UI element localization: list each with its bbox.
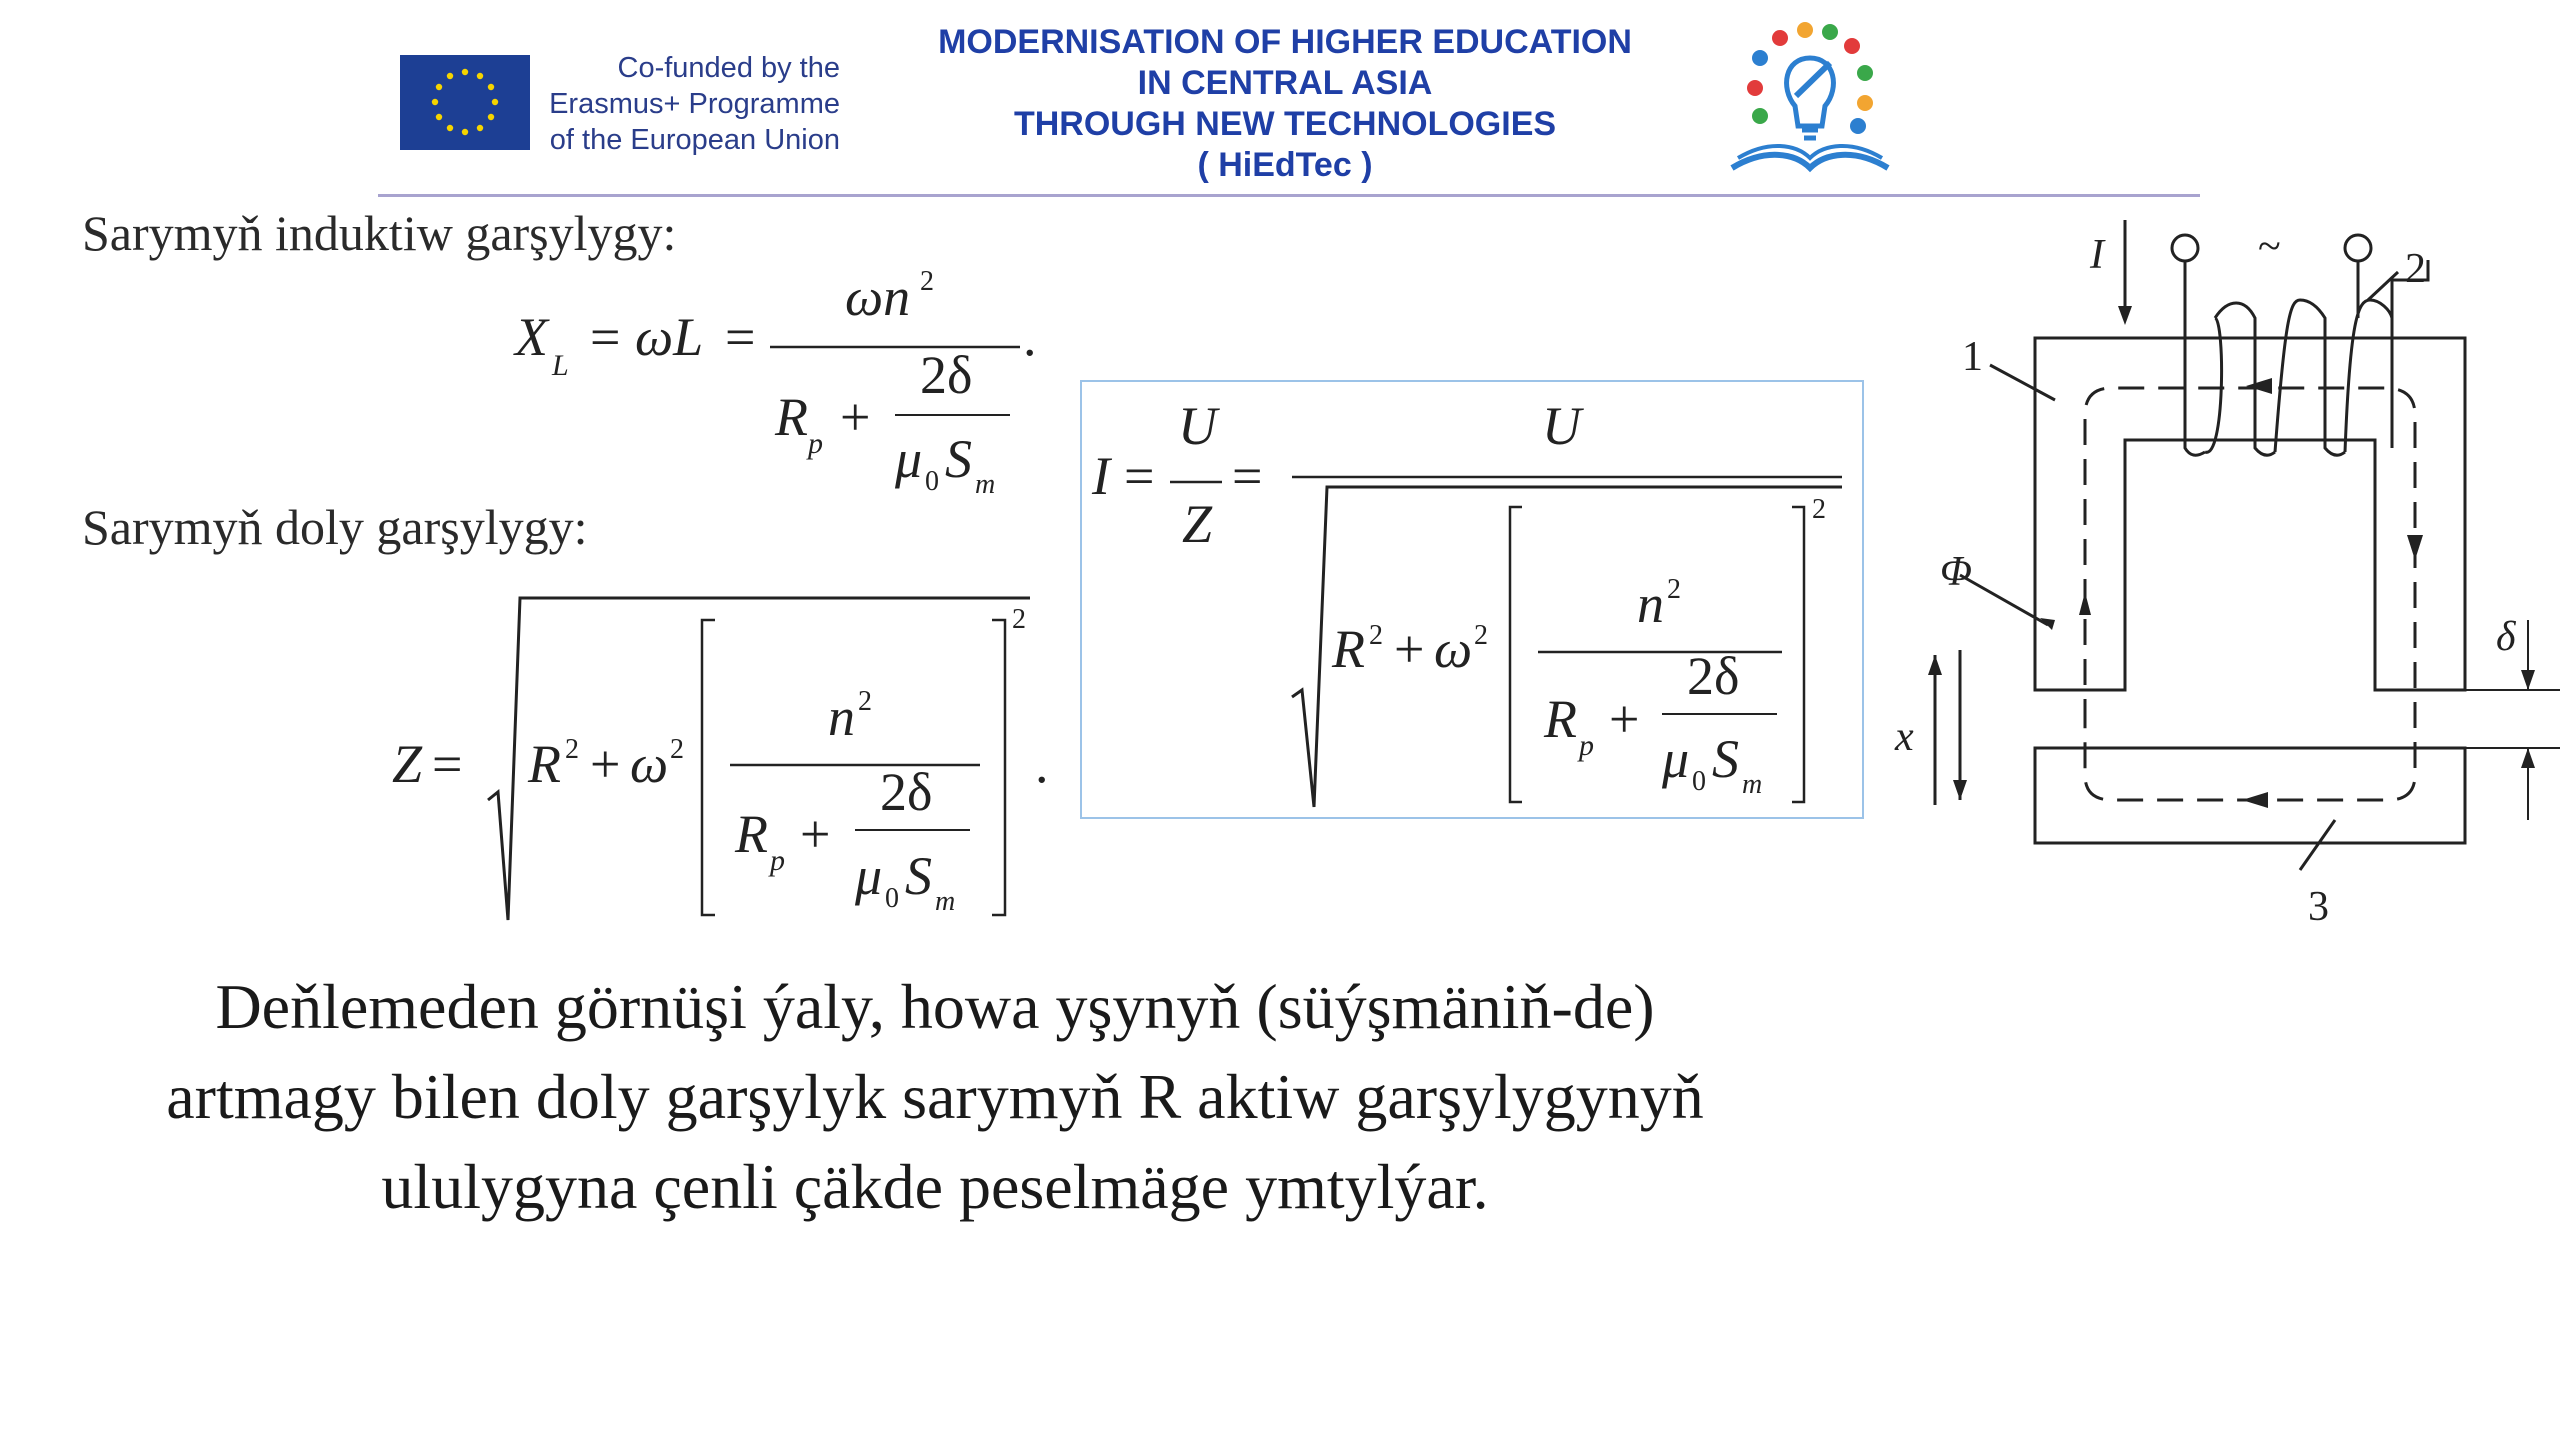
svg-text:I: I [1092, 446, 1110, 506]
svg-text:2: 2 [1667, 574, 1681, 605]
cofunded-line: Co-funded by the [617, 52, 840, 84]
svg-text:μ: μ [855, 846, 883, 906]
svg-text:=: = [1124, 446, 1155, 506]
svg-text:m: m [975, 469, 996, 500]
cofunded-line: Erasmus+ Programme [549, 88, 840, 120]
inductive-reactance-heading: Sarymyň induktiw garşylygy: [82, 205, 677, 261]
svg-text:2: 2 [920, 266, 934, 297]
svg-text:X: X [515, 307, 548, 367]
svg-text:2: 2 [1012, 604, 1026, 635]
svg-text:n: n [828, 687, 855, 747]
svg-text:0: 0 [885, 883, 899, 914]
svg-text:Z: Z [392, 734, 423, 794]
coil-label: 2 [2405, 246, 2426, 292]
conclusion-line: artmagy bilen doly garşylyk sarymyň R aktiw garşylygynyň [166, 1061, 1704, 1132]
svg-text:p: p [808, 427, 823, 460]
svg-text:p: p [770, 844, 785, 877]
svg-text:=: = [725, 307, 756, 367]
svg-text:ωn: ωn [845, 267, 911, 327]
svg-text:2δ: 2δ [880, 762, 933, 822]
svg-text:0: 0 [925, 466, 939, 497]
svg-text:+: + [840, 387, 871, 447]
cofunded-text [540, 50, 840, 158]
svg-text:2δ: 2δ [920, 345, 973, 405]
project-title-line: THROUGH NEW TECHNOLOGIES [1013, 105, 1557, 143]
svg-text:R: R [528, 734, 561, 794]
armature-label: 3 [2308, 884, 2329, 930]
eu-flag-logo [400, 55, 530, 150]
svg-text:+: + [590, 734, 621, 794]
svg-text:=: = [590, 307, 621, 367]
project-title-line: ( HiEdTec ) [1197, 146, 1373, 184]
gap-label: δ [2496, 614, 2516, 660]
electromagnet-diagram [1880, 220, 2560, 940]
conclusion-line: ululygyna çenli çäkde peselmäge ymtylýar. [381, 1151, 1489, 1222]
svg-text:ω: ω [630, 734, 669, 794]
svg-text:R: R [1332, 619, 1365, 679]
conclusion-line: Deňlemeden görnüşi ýaly, howa yşynyň (süýşmäniň-de) [215, 971, 1655, 1042]
ac-symbol: ~ [2258, 224, 2281, 270]
svg-text:+: + [1394, 619, 1425, 679]
svg-text:S: S [1712, 729, 1739, 789]
svg-text:μ: μ [1662, 729, 1690, 789]
svg-text:Z: Z [1182, 494, 1213, 554]
svg-text:U: U [1542, 396, 1581, 456]
svg-text:S: S [945, 429, 972, 489]
svg-text:2: 2 [670, 734, 684, 765]
svg-text:μ: μ [895, 429, 923, 489]
project-title-line: IN CENTRAL ASIA [1137, 64, 1433, 102]
svg-text:p: p [1579, 729, 1594, 762]
svg-text:+: + [800, 804, 831, 864]
inductive-reactance-formula [500, 265, 1060, 505]
svg-text:n: n [1637, 574, 1664, 634]
svg-text:2: 2 [565, 734, 579, 765]
svg-text:S: S [905, 846, 932, 906]
svg-text:L: L [552, 349, 569, 382]
svg-text:.: . [1035, 734, 1049, 794]
svg-text:2δ: 2δ [1687, 646, 1740, 706]
svg-text:U: U [1178, 396, 1217, 456]
book-lightbulb-icon [1720, 18, 1900, 183]
flux-label: Φ [1940, 549, 1972, 595]
hiedtec-logo [1720, 18, 1900, 183]
svg-text:+: + [1609, 689, 1640, 749]
cofunded-line: of the European Union [549, 124, 840, 156]
svg-text:R: R [1544, 689, 1577, 749]
svg-text:=: = [1232, 446, 1263, 506]
svg-text:0: 0 [1692, 766, 1706, 797]
svg-text:2: 2 [1369, 620, 1383, 651]
svg-text:R: R [735, 804, 768, 864]
displacement-label: x [1895, 714, 1914, 760]
svg-text:R: R [775, 387, 808, 447]
project-title [900, 22, 1670, 186]
eu-stars-icon [400, 55, 530, 150]
project-title-line: MODERNISATION OF HIGHER EDUCATION [938, 23, 1632, 61]
header-divider [378, 194, 2200, 197]
core-label: 1 [1962, 334, 1983, 380]
svg-text:2: 2 [858, 686, 872, 717]
impedance-heading: Sarymyň doly garşylygy: [82, 499, 588, 555]
conclusion-paragraph [0, 962, 1870, 1232]
impedance-formula [380, 590, 1060, 930]
svg-text:2: 2 [1474, 620, 1488, 651]
current-label: I [2090, 232, 2104, 278]
svg-text:m: m [935, 886, 956, 917]
svg-text:m: m [1742, 769, 1763, 800]
svg-text:2: 2 [1812, 494, 1826, 525]
current-formula [1082, 382, 1858, 813]
svg-text:ω: ω [1434, 619, 1473, 679]
svg-text:ωL: ωL [635, 307, 704, 367]
svg-text:=: = [432, 734, 463, 794]
svg-text:.: . [1023, 307, 1037, 367]
